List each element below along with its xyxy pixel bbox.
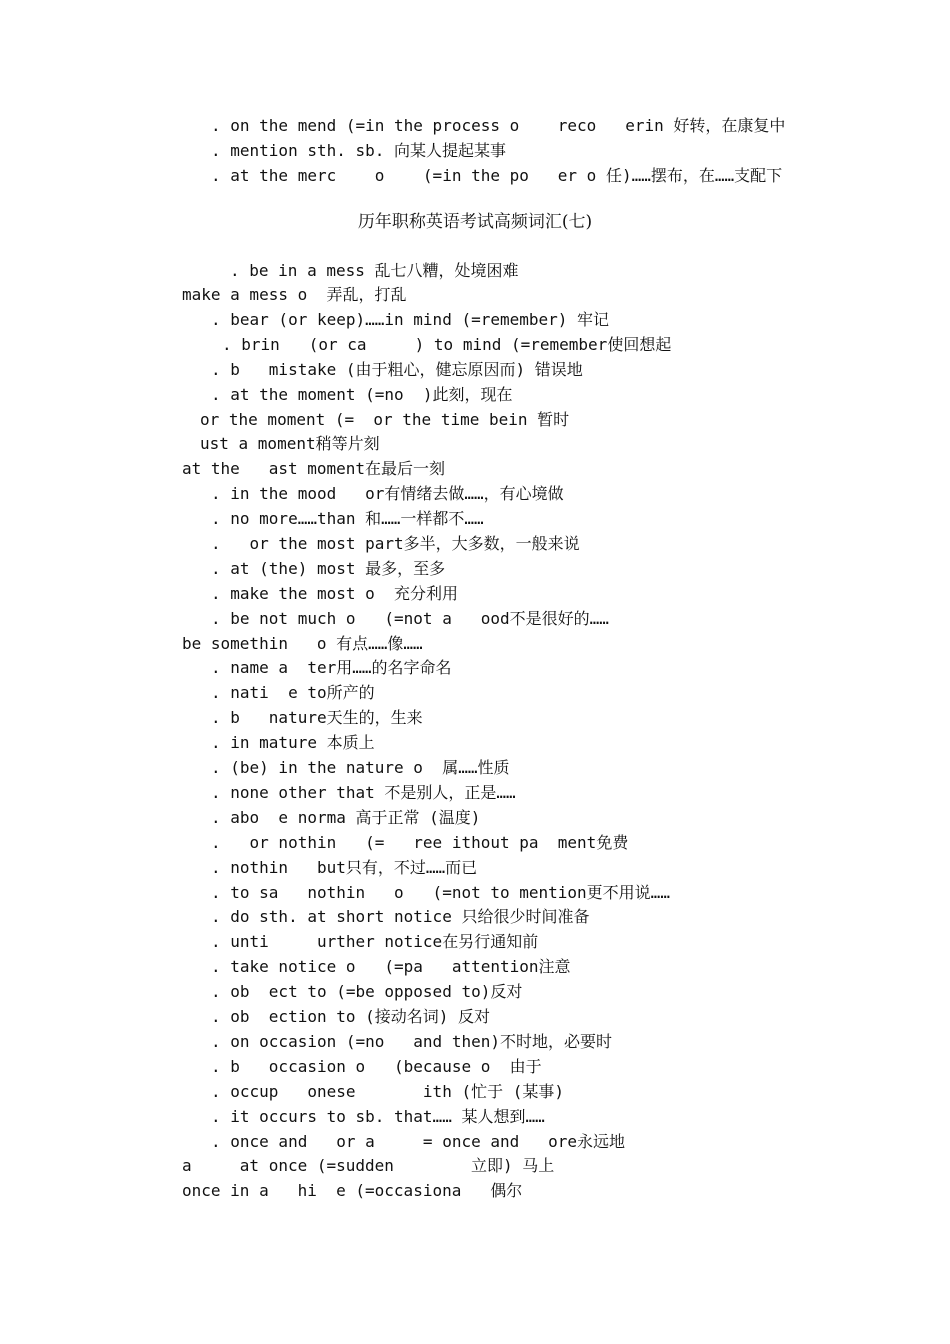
entry-line: . be in a mess 乱七八糟，处境困难 (230, 261, 519, 280)
entry-line: at the ast moment在最后一刻 (182, 459, 446, 478)
entry-line: . none other that 不是别人，正是…… (211, 783, 516, 802)
entry-line: . at (the) most 最多，至多 (211, 559, 446, 578)
entry-line: . abo e norma 高于正常 (温度) (211, 808, 481, 827)
entry-line: . occup onese ith (忙于 (某事) (211, 1082, 564, 1101)
entry-line: . name a ter用……的名字命名 (211, 658, 452, 677)
entry-line: . or the most part多半，大多数，一般来说 (211, 534, 580, 553)
entry-line: . bear (or keep)……in mind (=remember) 牢记 (211, 310, 610, 329)
entry-line: . take notice o (=pa attention注意 (211, 957, 571, 976)
entry-line: . or nothin (= ree ithout pa ment免费 (211, 833, 629, 852)
entry-line: . b nature天生的，生来 (211, 708, 423, 727)
entry-line: . to sa nothin o (=not to mention更不用说…… (211, 883, 670, 902)
entry-line: make a mess o 弄乱，打乱 (182, 285, 407, 304)
entry-line: . unti urther notice在另行通知前 (211, 932, 539, 951)
entry-line: . nothin but只有，不过……而已 (211, 858, 478, 877)
entry-line: . in the mood or有情绪去做……，有心境做 (211, 484, 564, 503)
text-line: . mention sth. sb. 向某人提起某事 (211, 141, 507, 160)
entry-line: . it occurs to sb. that…… 某人想到…… (211, 1107, 545, 1126)
entry-line: . ob ection to (接动名词) 反对 (211, 1007, 491, 1026)
entry-line: . ob ect to (=be opposed to)反对 (211, 982, 523, 1001)
entry-line: or the moment (= or the time bein 暂时 (200, 410, 570, 429)
entry-line: a at once (=sudden 立即) 马上 (182, 1156, 555, 1175)
entry-line: . make the most o 充分利用 (211, 584, 459, 603)
entry-line: . on occasion (=no and then)不时地，必要时 (211, 1032, 612, 1051)
text-line: . at the merc o (=in the po er o 任)……摆布，在……支配下 (211, 166, 783, 185)
entry-line: . in mature 本质上 (211, 733, 375, 752)
entry-line: . b mistake (由于粗心，健忘原因而) 错误地 (211, 360, 583, 379)
entry-line: . at the moment (=no )此刻，现在 (211, 385, 513, 404)
entry-line: . do sth. at short notice 只给很少时间准备 (211, 907, 590, 926)
entry-line: . nati e to所产的 (211, 683, 375, 702)
entry-line: once in a hi e (=occasiona 偶尔 (182, 1181, 523, 1200)
entry-line: . b occasion o (because o 由于 (211, 1057, 542, 1076)
entry-line: . no more……than 和……一样都不…… (211, 509, 484, 528)
entry-line: ust a moment稍等片刻 (200, 434, 380, 453)
entry-line: be somethin o 有点……像…… (182, 634, 423, 653)
entry-line: . brin (or ca ) to mind (=remember使回想起 (222, 335, 672, 354)
entry-line: . once and or a = once and ore永远地 (211, 1132, 626, 1151)
text-line: . on the mend (=in the process o reco erin 好转，在康复中 (211, 116, 786, 135)
section-heading: 历年职称英语考试高频词汇(七) (357, 212, 593, 232)
entry-line: . be not much o (=not a ood不是很好的…… (211, 609, 609, 628)
entry-line: . (be) in the nature o 属……性质 (211, 758, 510, 777)
